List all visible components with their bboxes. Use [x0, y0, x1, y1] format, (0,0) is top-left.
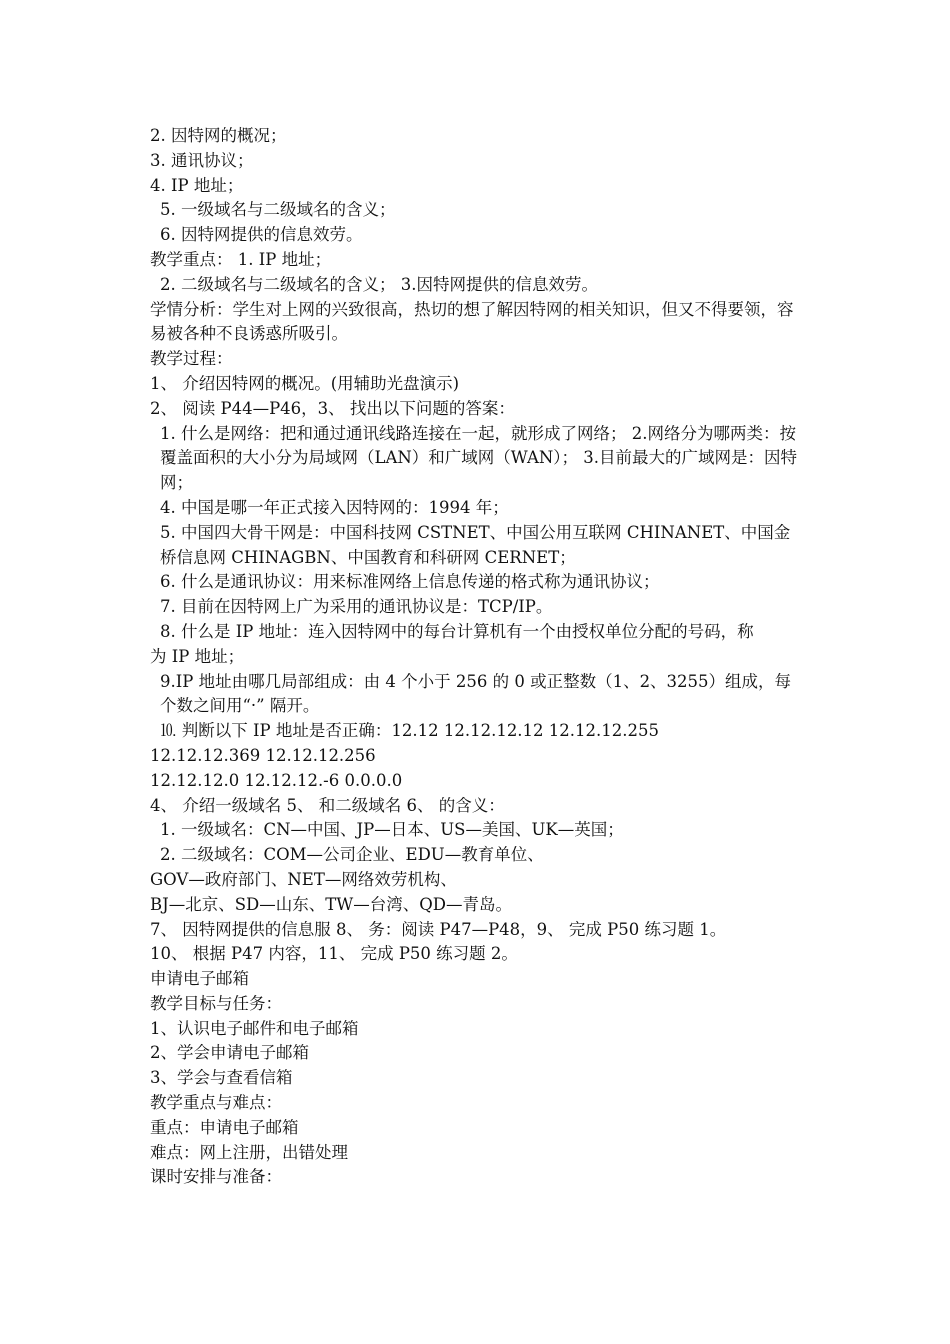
text-line: 1. 什么是网络：把和通过通讯线路连接在一起，就形成了网络； 2.网络分为哪两类：按覆盖面积的大小分为局域网（LAN）和广域网（WAN）； 3.目前最大的广域网是：因特网； — [160, 423, 798, 493]
text-line: 申请电子邮箱 — [150, 969, 249, 989]
text-line: 教学重点： 1. IP 地址； — [150, 249, 332, 269]
text-line: 重点：申请电子邮箱 — [150, 1117, 299, 1137]
text-line: 4. 中国是哪一年正式接入因特网的：1994 年； — [160, 497, 509, 517]
document-body — [150, 124, 800, 1190]
text-line: 5. 一级域名与二级域名的含义； — [160, 200, 396, 220]
text-line: 10、 根据 P47 内容，11、 完成 P50 练习题 2。 — [150, 944, 518, 964]
text-line: 教学目标与任务： — [150, 993, 282, 1013]
text-line: 4、 介绍一级域名 5、 和二级域名 6、 的含义： — [150, 795, 505, 815]
text-line: BJ—北京、SD—山东、TW—台湾、QD—青岛。 — [150, 894, 512, 914]
text-line: 难点：网上注册，出错处理 — [150, 1142, 348, 1162]
text-line: 学情分析：学生对上网的兴致很高，热切的想了解因特网的相关知识，但又不得要领，容易被各种不良诱惑所吸引。 — [150, 299, 794, 344]
text-line: 2. 二级域名与二级域名的含义； 3.因特网提供的信息效劳。 — [160, 274, 598, 294]
text-line: 教学重点与难点： — [150, 1093, 282, 1113]
text-line: 4. IP 地址； — [150, 175, 244, 195]
text-line: 2、学会申请电子邮箱 — [150, 1043, 309, 1063]
text-line: 6. 什么是通讯协议：用来标准网络上信息传递的格式称为通讯协议； — [160, 572, 660, 592]
text-line: 为 IP 地址； — [150, 646, 245, 666]
text-line: 6. 因特网提供的信息效劳。 — [160, 225, 363, 245]
text-line: 1、认识电子邮件和电子邮箱 — [150, 1018, 359, 1038]
text-line: 2. 因特网的概况； — [150, 126, 287, 145]
text-line: 教学过程： — [150, 349, 233, 369]
text-line: ⒑ 判断以下 IP 地址是否正确：12.12 12.12.12.12 12.12.12.255 — [160, 721, 660, 741]
text-line: 2、 阅读 P44—P46，3、 找出以下问题的答案： — [150, 398, 515, 418]
text-line: 3、学会与查看信箱 — [150, 1068, 293, 1088]
text-line: GOV—政府部门、NET—网络效劳机构、 — [150, 869, 457, 889]
text-line: 12.12.12.0 12.12.12.-6 0.0.0.0 — [150, 770, 403, 790]
text-line: 7、 因特网提供的信息服 8、 务：阅读 P47—P48，9、 完成 P50 练习题 1。 — [150, 919, 727, 939]
text-line: 2. 二级域名：COM—公司企业、EDU—教育单位、 — [160, 845, 544, 865]
text-line: 8. 什么是 IP 地址：连入因特网中的每台计算机有一个由授权单位分配的号码，称 — [160, 621, 754, 641]
text-line: 1、 介绍因特网的概况。(用辅助光盘演示) — [150, 373, 460, 393]
text-line: 9.IP 地址由哪几局部组成：由 4 个小于 256 的 0 或正整数（1、2、3255）组成，每个数之间用“·” 隔开。 — [160, 671, 792, 716]
text-line: 课时安排与准备： — [150, 1167, 282, 1187]
text-line: 7. 目前在因特网上广为采用的通讯协议是：TCP/IP。 — [160, 597, 553, 617]
text-line: 5. 中国四大骨干网是：中国科技网 CSTNET、中国公用互联网 CHINANET、中国金桥信息网 CHINAGBN、中国教育和科研网 CERNET； — [160, 522, 791, 567]
text-line: 3. 通讯协议； — [150, 150, 254, 170]
text-line: 12.12.12.369 12.12.12.256 — [150, 745, 376, 765]
text-line: 1. 一级域名：CN—中国、JP—日本、US—美国、UK—英国； — [160, 820, 624, 840]
